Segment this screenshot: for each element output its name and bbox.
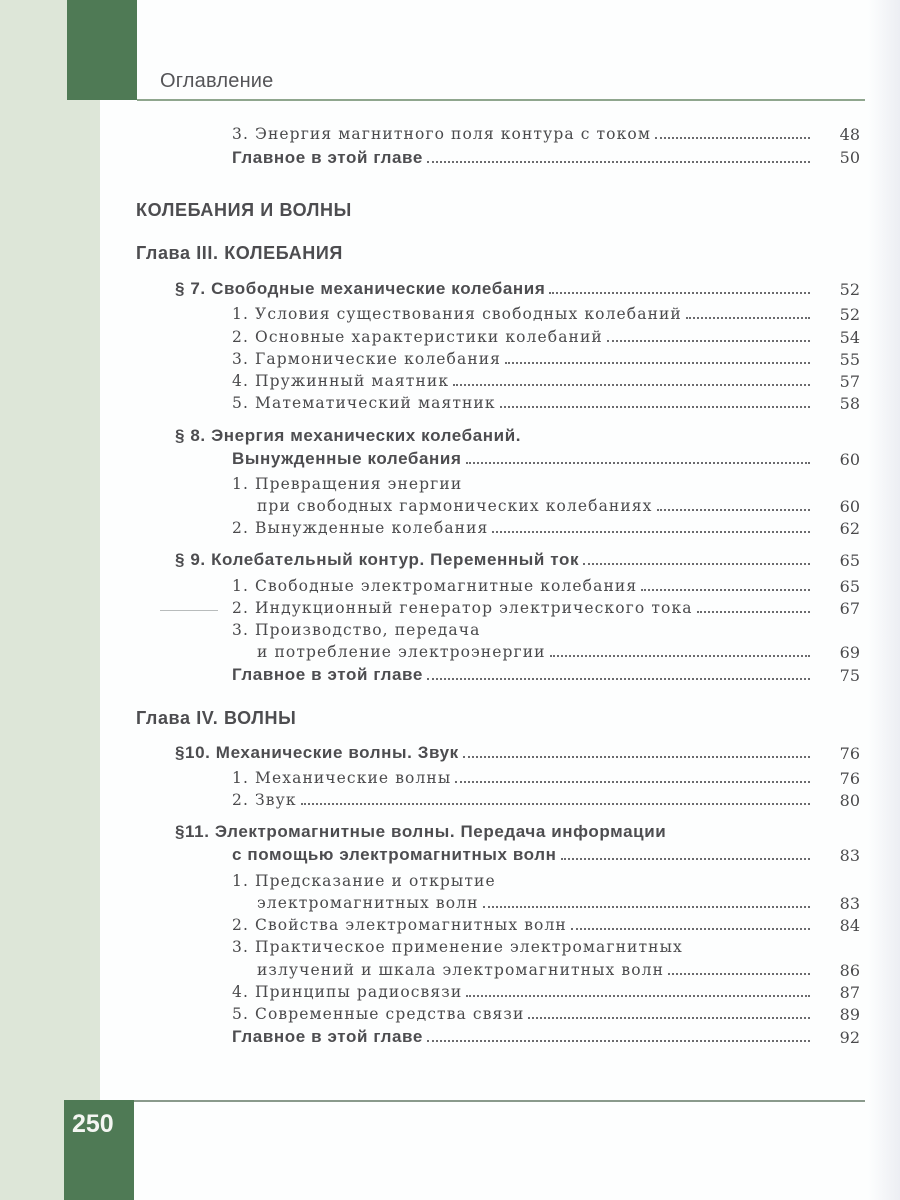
- dot-leader: [427, 161, 810, 163]
- toc-item[interactable]: 5. Современные средства связи: [232, 1005, 814, 1023]
- toc-item[interactable]: 1. Механические волны: [232, 769, 814, 787]
- page-ref: 65: [839, 577, 860, 596]
- toc-item[interactable]: 5. Математический маятник: [232, 394, 814, 412]
- page-ref: 87: [839, 983, 860, 1002]
- dot-leader: [668, 973, 810, 975]
- header-accent-block: [67, 0, 137, 100]
- page-ref: 57: [839, 372, 860, 391]
- dot-leader: [483, 906, 810, 908]
- toc-summary[interactable]: Главное в этой главе: [232, 148, 814, 168]
- dot-leader: [528, 1017, 810, 1019]
- page-ref: 83: [839, 894, 860, 913]
- dot-leader: [657, 509, 810, 511]
- page-ref: 84: [839, 916, 860, 935]
- page-ref: 83: [839, 846, 860, 865]
- page-ref: 48: [839, 125, 860, 144]
- part-heading: КОЛЕБАНИЯ И ВОЛНЫ: [136, 200, 352, 220]
- page-ref: 62: [839, 519, 860, 538]
- dot-leader: [550, 655, 810, 657]
- toc-item-line1[interactable]: 1. Превращения энергии: [232, 475, 463, 493]
- chapter-heading[interactable]: Глава III. КОЛЕБАНИЯ: [136, 243, 343, 263]
- dot-leader: [607, 340, 810, 342]
- dot-leader: [453, 384, 810, 386]
- page-ref: 50: [839, 148, 860, 167]
- toc-section[interactable]: §10. Механические волны. Звук: [175, 743, 814, 763]
- dot-leader: [505, 362, 810, 364]
- page-number: 250: [72, 1110, 114, 1138]
- dot-leader: [686, 317, 810, 319]
- side-strip: [0, 0, 100, 1200]
- toc-item-line2[interactable]: электромагнитных волн: [257, 894, 814, 912]
- scan-artifact-line: [160, 610, 218, 611]
- toc-item[interactable]: 4. Пружинный маятник: [232, 372, 814, 390]
- page-ref: 92: [839, 1028, 860, 1047]
- header-rule: [137, 99, 865, 101]
- toc-section[interactable]: § 7. Свободные механические колебания: [175, 279, 814, 299]
- dot-leader: [492, 531, 810, 533]
- page-ref: 89: [839, 1005, 860, 1024]
- dot-leader: [583, 563, 810, 565]
- toc-item[interactable]: 3. Гармонические колебания: [232, 350, 814, 368]
- page-ref: 67: [839, 599, 860, 618]
- page-ref: 52: [839, 280, 860, 299]
- toc-section-line1[interactable]: § 8. Энергия механических колебаний.: [175, 426, 522, 445]
- toc-summary[interactable]: Главное в этой главе: [232, 665, 814, 685]
- toc-item[interactable]: 2. Основные характеристики колебаний: [232, 328, 814, 346]
- toc-section-line1[interactable]: §11. Электромагнитные волны. Передача информации: [175, 822, 667, 841]
- dot-leader: [571, 928, 810, 930]
- toc-item[interactable]: 3. Энергия магнитного поля контура с током: [232, 125, 814, 143]
- page-ref: 52: [839, 305, 860, 324]
- toc-section-line2[interactable]: Вынужденные колебания: [232, 449, 814, 469]
- toc-item[interactable]: 1. Свободные электромагнитные колебания: [232, 577, 814, 595]
- page-ref: 54: [839, 328, 860, 347]
- page-title: Оглавление: [160, 70, 274, 92]
- dot-leader: [466, 462, 811, 464]
- dot-leader: [455, 781, 810, 783]
- dot-leader: [427, 1040, 810, 1042]
- dot-leader: [466, 995, 810, 997]
- dot-leader: [463, 756, 810, 758]
- page-ref: 69: [839, 643, 860, 662]
- page-ref: 75: [839, 666, 860, 685]
- toc-item[interactable]: 1. Условия существования свободных колебаний: [232, 305, 814, 323]
- toc-item[interactable]: 2. Свойства электромагнитных волн: [232, 916, 814, 934]
- page-ref: 58: [839, 394, 860, 413]
- dot-leader: [427, 678, 810, 680]
- page-ref: 60: [839, 450, 860, 469]
- toc-item[interactable]: 2. Звук: [232, 791, 814, 809]
- page-ref: 60: [839, 497, 860, 516]
- dot-leader: [500, 406, 810, 408]
- toc-item-line2[interactable]: излучений и шкала электромагнитных волн: [257, 961, 814, 979]
- dot-leader: [549, 292, 810, 294]
- page-ref: 76: [839, 769, 860, 788]
- toc-item[interactable]: 2. Вынужденные колебания: [232, 519, 814, 537]
- chapter-heading[interactable]: Глава IV. ВОЛНЫ: [136, 708, 297, 728]
- page-ref: 76: [839, 744, 860, 763]
- toc-item-line1[interactable]: 3. Производство, передача: [232, 621, 481, 639]
- toc-summary[interactable]: Главное в этой главе: [232, 1027, 814, 1047]
- toc-item-line2[interactable]: при свободных гармонических колебаниях: [257, 497, 814, 515]
- toc-item-line1[interactable]: 3. Практическое применение электромагнитных: [232, 938, 683, 956]
- toc-item[interactable]: 2. Индукционный генератор электрического тока: [232, 599, 814, 617]
- page-ref: 86: [839, 961, 860, 980]
- dot-leader: [655, 137, 810, 139]
- dot-leader: [641, 589, 810, 591]
- page-ref: 80: [839, 791, 860, 810]
- page-ref: 65: [839, 551, 860, 570]
- dot-leader: [301, 803, 810, 805]
- toc-item[interactable]: 4. Принципы радиосвязи: [232, 983, 814, 1001]
- toc-section[interactable]: § 9. Колебательный контур. Переменный ток: [175, 550, 814, 570]
- toc-item-line1[interactable]: 1. Предсказание и открытие: [232, 872, 496, 890]
- toc-section-line2[interactable]: с помощью электромагнитных волн: [232, 845, 814, 865]
- page-ref: 55: [839, 350, 860, 369]
- footer-rule: [134, 1100, 865, 1102]
- page-gutter-shade: [868, 0, 900, 1200]
- toc-item-line2[interactable]: и потребление электроэнергии: [257, 643, 814, 661]
- dot-leader: [697, 611, 810, 613]
- dot-leader: [561, 858, 810, 860]
